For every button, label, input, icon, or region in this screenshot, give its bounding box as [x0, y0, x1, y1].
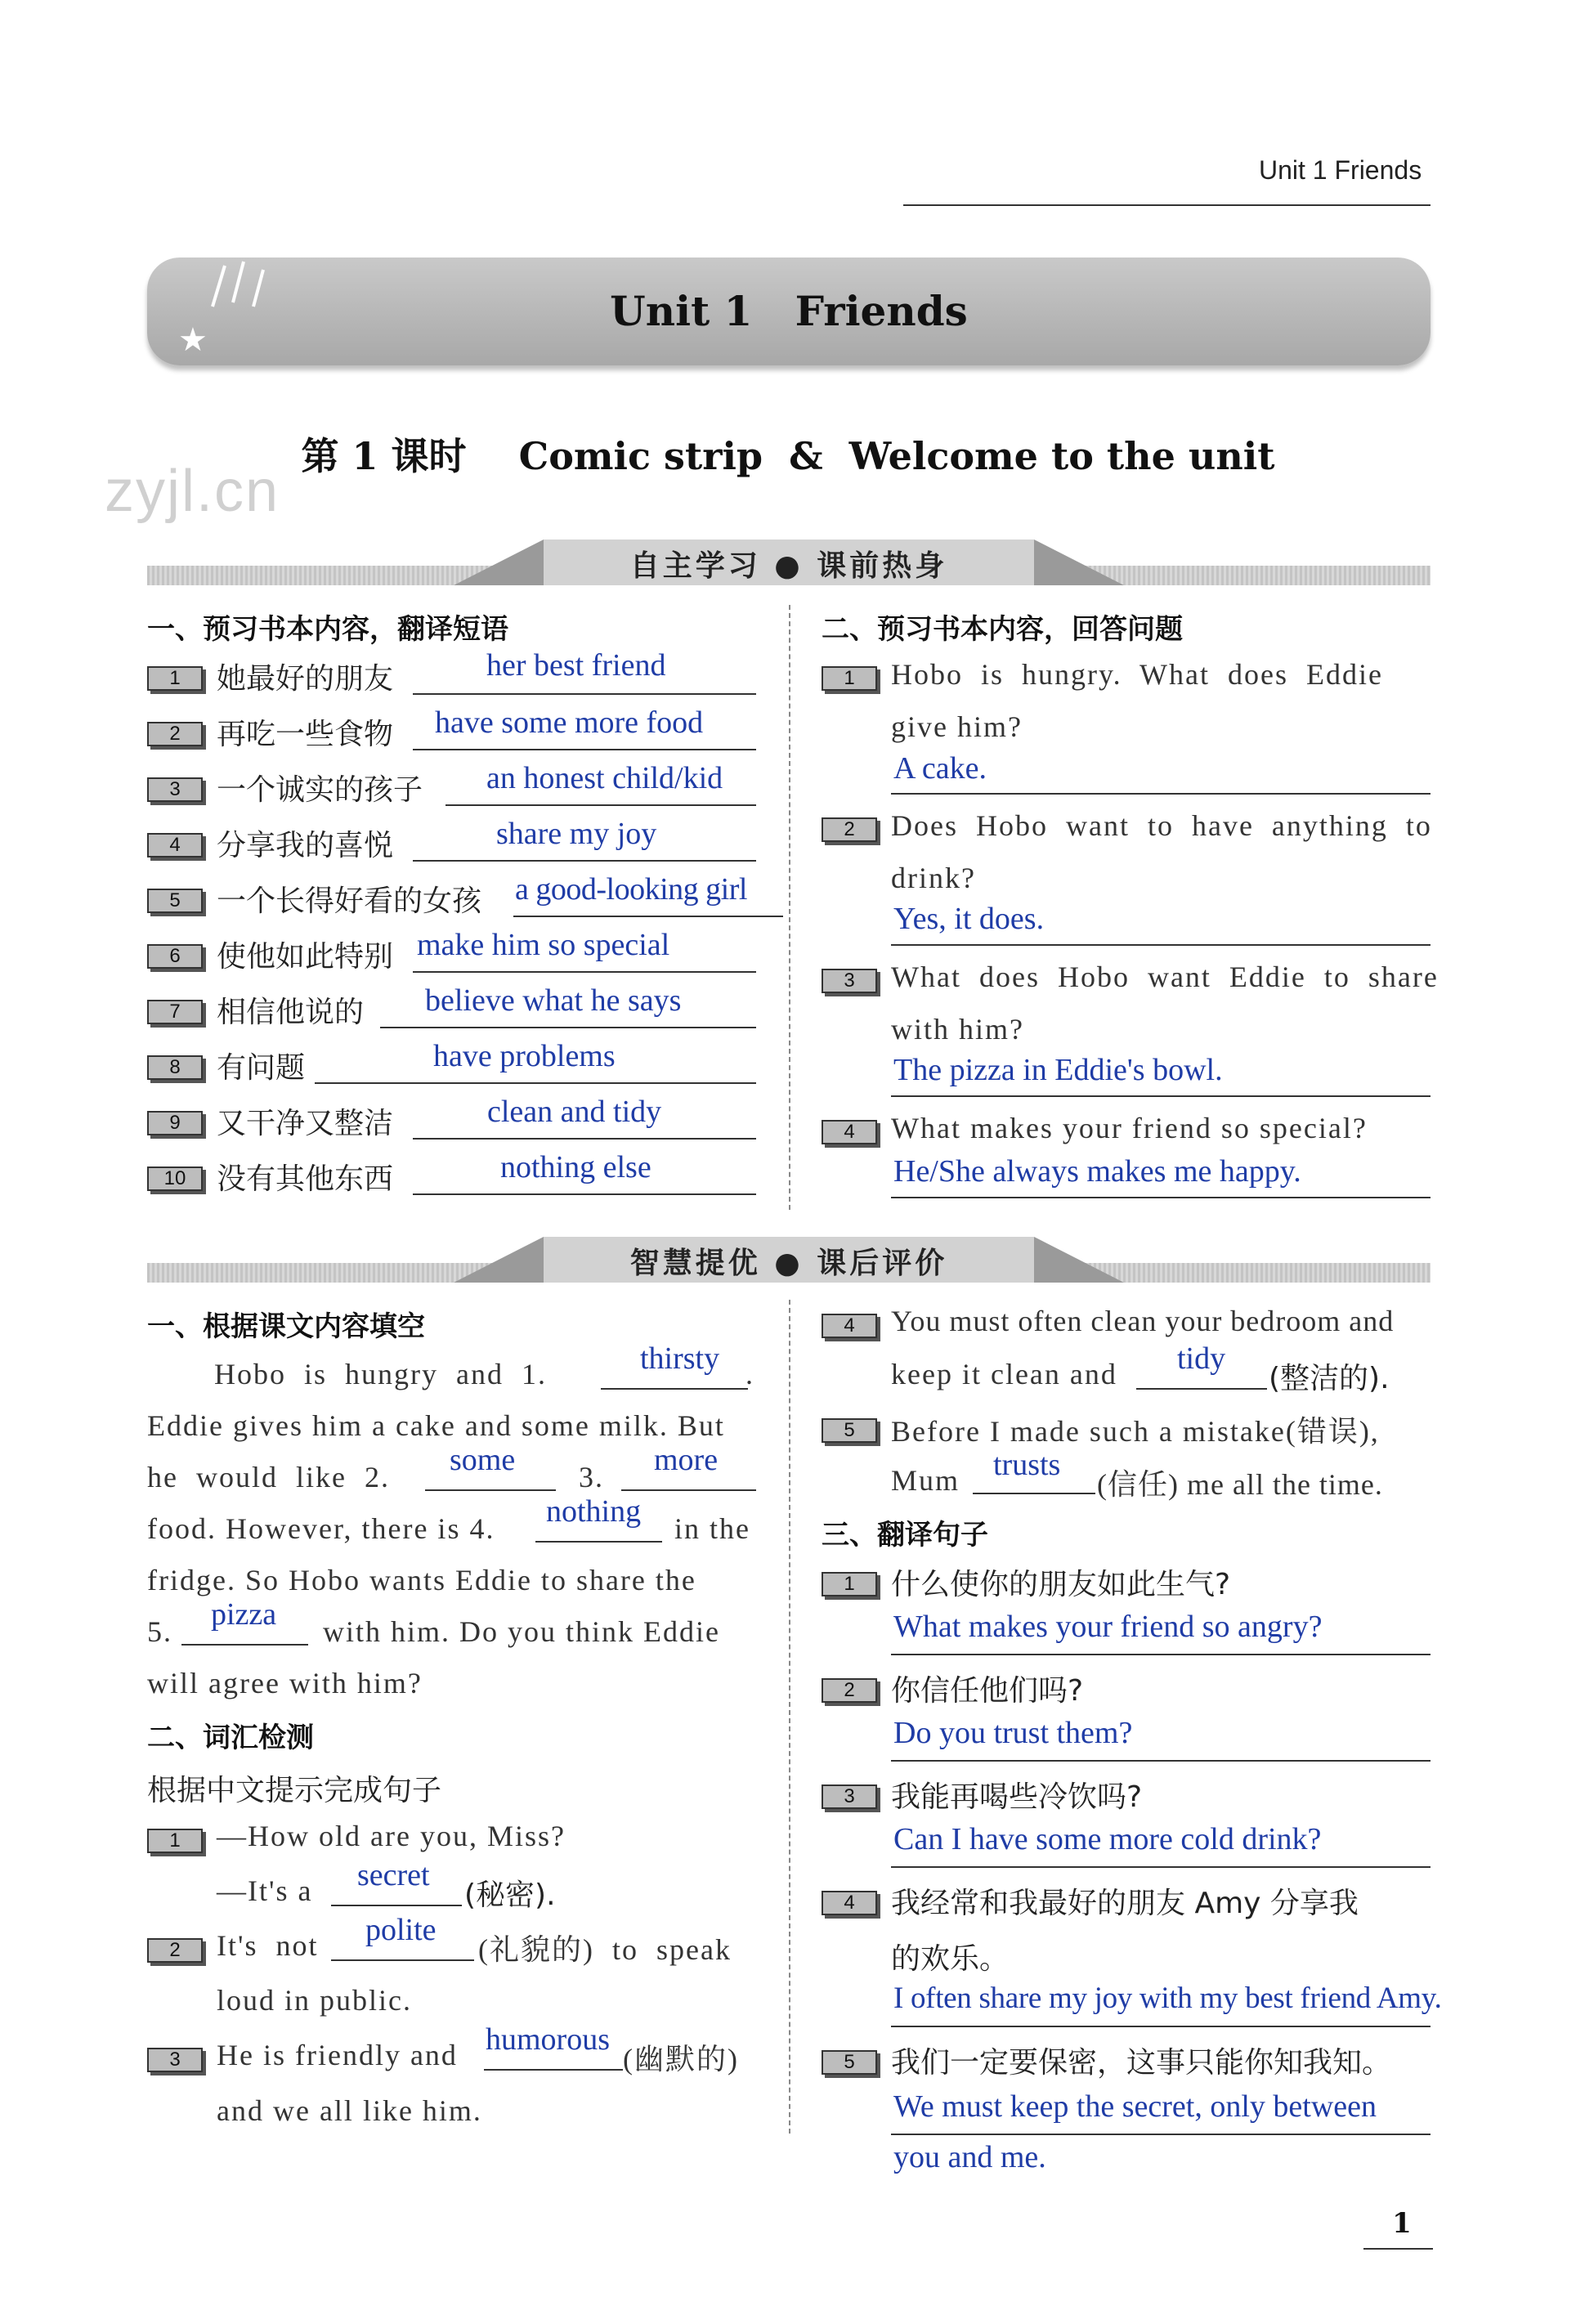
item-number: 5: [147, 889, 203, 913]
unit-title: Unit 1 Friends: [610, 287, 968, 335]
item-number: 9: [147, 1111, 203, 1135]
vocab-line: —It's a: [217, 1874, 313, 1907]
phrase-answer[interactable]: make him so special: [417, 928, 670, 962]
item-number: 2: [147, 722, 203, 746]
phrase-answer[interactable]: clean and tidy: [487, 1095, 662, 1129]
item-number: 4: [822, 1891, 877, 1915]
item-number: 1: [147, 666, 203, 691]
vocab-line: Before I made such a mistake(错误),: [891, 1415, 1380, 1448]
item-number: 3: [147, 2048, 203, 2072]
vocab-line: loud in public.: [217, 1984, 412, 2017]
part2-heading-1: 一、根据课文内容填空: [147, 1310, 425, 1343]
item-number: 3: [822, 969, 877, 993]
part1-left-heading: 一、预习书本内容，翻译短语: [147, 613, 508, 646]
blank-line: [535, 1541, 662, 1543]
header-rule: [903, 204, 1430, 206]
item-number: 5: [822, 1418, 877, 1443]
vocab-hint: (礼貌的) to speak: [478, 1933, 732, 1966]
item-number: 4: [147, 833, 203, 858]
answer-line: [413, 1193, 756, 1195]
question-line-1: Does Hobo want to have anything to: [891, 809, 1432, 842]
vocab-answer[interactable]: tidy: [1177, 1341, 1226, 1376]
answer-line: [413, 971, 756, 973]
phrase-answer[interactable]: have problems: [433, 1039, 616, 1073]
blank-answer[interactable]: pizza: [211, 1597, 277, 1632]
phrase-cn: 一个诚实的孩子: [217, 773, 423, 807]
page-number-rule: [1363, 2248, 1433, 2250]
answer-line: [891, 1760, 1430, 1762]
phrase-cn: 分享我的喜悦: [217, 829, 394, 862]
question-answer[interactable]: The pizza in Eddie's bowl.: [893, 1053, 1223, 1087]
answer-line: [513, 916, 783, 917]
blank-line: [621, 1489, 756, 1491]
blank-line: [331, 1905, 462, 1906]
vocab-answer[interactable]: secret: [357, 1858, 430, 1892]
question-line-1: What does Hobo want Eddie to share: [891, 960, 1439, 993]
translate-cn: 我们一定要保密，这事只能你知我知。: [891, 2046, 1392, 2080]
part1-right-heading: 二、预习书本内容，回答问题: [822, 613, 1183, 646]
passage-text: will agree with him?: [147, 1667, 423, 1699]
blank-answer[interactable]: thirsty: [640, 1341, 720, 1376]
translate-answer[interactable]: I often share my joy with my best friend Amy.: [893, 1981, 1442, 2015]
item-number: 2: [822, 1678, 877, 1703]
watermark: zyjl.cn: [105, 459, 280, 524]
answer-line: [413, 860, 756, 862]
vocab-answer[interactable]: polite: [365, 1913, 437, 1947]
item-number: 3: [147, 777, 203, 802]
answer-line: [891, 793, 1430, 795]
answer-line: [413, 1138, 756, 1140]
passage-text: .: [745, 1358, 754, 1390]
blank-line: [1136, 1388, 1267, 1390]
item-number: 3: [822, 1784, 877, 1809]
passage-text: fridge. So Hobo wants Eddie to share the: [147, 1564, 696, 1596]
star-icon: ★: [178, 321, 208, 359]
translate-answer[interactable]: Can I have some more cold drink?: [893, 1822, 1322, 1856]
page-number: 1: [1392, 2207, 1412, 2240]
blank-answer[interactable]: more: [654, 1443, 719, 1477]
phrase-cn: 一个长得好看的女孩: [217, 884, 482, 918]
phrase-answer[interactable]: an honest child/kid: [486, 761, 723, 795]
question-line-2: drink?: [891, 862, 976, 894]
translate-cn-2: 的欢乐。: [891, 1942, 1010, 1976]
item-number: 4: [822, 1120, 877, 1144]
passage-text: he would like 2.: [147, 1461, 390, 1493]
question-answer[interactable]: He/She always makes me happy.: [893, 1154, 1301, 1189]
phrase-answer[interactable]: have some more food: [435, 705, 704, 740]
part2-heading-3: 三、翻译句子: [822, 1519, 988, 1552]
item-number: 1: [822, 1572, 877, 1596]
question-line-2: with him?: [891, 1013, 1024, 1046]
passage-text: Hobo is hungry and 1.: [214, 1358, 547, 1390]
phrase-cn: 没有其他东西: [217, 1162, 394, 1196]
item-number: 6: [147, 944, 203, 969]
answer-line: [891, 944, 1430, 946]
answer-line: [380, 1027, 756, 1028]
item-number: 2: [822, 817, 877, 842]
item-number: 1: [147, 1829, 203, 1853]
vocab-hint: (信任) me all the time.: [1097, 1468, 1383, 1501]
vocab-line: He is friendly and: [217, 2039, 458, 2071]
unit-banner: [147, 257, 1430, 365]
band-2-label: 智慧提优 ● 课后评价: [629, 1247, 948, 1280]
vocab-line: keep it clean and: [891, 1358, 1117, 1390]
item-number: 4: [822, 1314, 877, 1338]
vocab-line: —How old are you, Miss?: [217, 1820, 566, 1852]
vocab-hint: (整洁的).: [1269, 1362, 1390, 1395]
translate-cn: 你信任他们吗?: [891, 1674, 1084, 1708]
blank-line: [425, 1489, 556, 1491]
passage-text: 3.: [579, 1461, 604, 1493]
question-answer[interactable]: A cake.: [893, 751, 987, 786]
vocab-hint: (幽默的): [623, 2043, 739, 2075]
translate-cn: 我经常和我最好的朋友 Amy 分享我: [891, 1887, 1359, 1920]
answer-line: [891, 2026, 1430, 2027]
vocab-line: Mum: [891, 1464, 960, 1497]
question-line-1: What makes your friend so special?: [891, 1112, 1368, 1144]
translate-answer[interactable]: What makes your friend so angry?: [893, 1610, 1323, 1644]
translate-cn: 什么使你的朋友如此生气?: [891, 1568, 1231, 1601]
item-number: 7: [147, 1000, 203, 1024]
phrase-cn: 使他如此特别: [217, 940, 394, 974]
phrase-answer[interactable]: her best friend: [486, 648, 666, 683]
answer-line: [315, 1082, 756, 1084]
vocab-line: You must often clean your bedroom and: [891, 1305, 1395, 1337]
item-number: 5: [822, 2050, 877, 2075]
column-divider-2: [789, 1300, 790, 2134]
phrase-cn: 又干净又整洁: [217, 1107, 394, 1140]
answer-line: [413, 749, 756, 750]
phrase-cn: 有问题: [217, 1051, 306, 1085]
answer-line: [445, 804, 756, 806]
translate-answer-2[interactable]: you and me.: [893, 2140, 1046, 2174]
instruction: 根据中文提示完成句子: [147, 1774, 442, 1807]
blank-line: [484, 2069, 623, 2071]
vocab-line: and we all like him.: [217, 2094, 482, 2127]
item-number: 2: [147, 1938, 203, 1963]
passage-text: in the: [674, 1512, 750, 1545]
passage-text: food. However, there is 4.: [147, 1512, 495, 1545]
running-header: Unit 1 Friends: [1259, 155, 1422, 185]
passage-text: 5.: [147, 1615, 172, 1648]
question-line-1: Hobo is hungry. What does Eddie: [891, 658, 1383, 691]
item-number: 1: [822, 666, 877, 691]
lesson-title: 第 1 课时 Comic strip & Welcome to the unit: [301, 434, 1275, 478]
translate-cn: 我能再喝些冷饮吗?: [891, 1780, 1143, 1814]
item-number: 10: [147, 1166, 203, 1191]
answer-line: [891, 2134, 1430, 2135]
answer-line: [891, 1866, 1430, 1868]
translate-answer[interactable]: Do you trust them?: [893, 1716, 1133, 1750]
question-line-2: give him?: [891, 710, 1023, 743]
band-1-label: 自主学习 ● 课前热身: [629, 549, 948, 583]
blank-line: [601, 1388, 748, 1390]
part2-heading-2: 二、词汇检测: [147, 1722, 314, 1754]
item-number: 8: [147, 1055, 203, 1080]
translate-answer[interactable]: We must keep the secret, only between: [893, 2089, 1377, 2124]
phrase-answer[interactable]: believe what he says: [425, 983, 682, 1018]
blank-line: [973, 1493, 1095, 1494]
phrase-answer[interactable]: a good-looking girl: [515, 872, 747, 907]
blank-answer[interactable]: some: [450, 1443, 516, 1477]
passage-text: with him. Do you think Eddie: [323, 1615, 720, 1648]
vocab-line: It's not: [217, 1929, 319, 1962]
answer-line: [891, 1197, 1430, 1198]
phrase-answer[interactable]: share my joy: [496, 817, 657, 851]
vocab-answer[interactable]: humorous: [486, 2022, 610, 2057]
phrase-cn: 相信他说的: [217, 996, 365, 1029]
phrase-cn: 她最好的朋友: [217, 662, 394, 696]
blank-line: [331, 1959, 474, 1961]
answer-line: [891, 1095, 1430, 1097]
vocab-hint: (秘密).: [464, 1878, 556, 1912]
answer-line: [413, 693, 756, 695]
column-divider: [789, 605, 790, 1210]
question-answer[interactable]: Yes, it does.: [893, 902, 1045, 936]
blank-answer[interactable]: nothing: [546, 1494, 642, 1529]
passage-text: Eddie gives him a cake and some milk. But: [147, 1409, 725, 1442]
blank-line: [181, 1644, 308, 1646]
phrase-cn: 再吃一些食物: [217, 718, 394, 751]
answer-line: [891, 1654, 1430, 1655]
vocab-answer[interactable]: trusts: [993, 1448, 1061, 1482]
phrase-answer[interactable]: nothing else: [500, 1150, 651, 1184]
